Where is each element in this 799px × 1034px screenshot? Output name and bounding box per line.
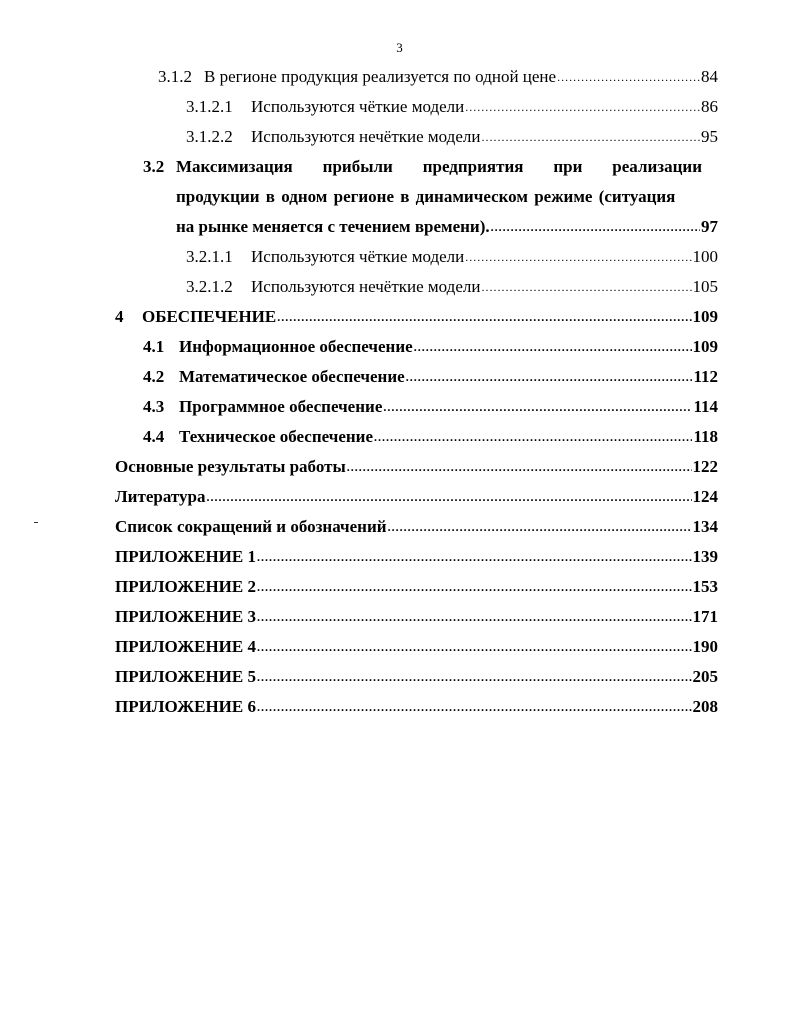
toc-title-word: Максимизация xyxy=(176,157,293,176)
toc-entry-number: 4.3 xyxy=(143,397,165,416)
toc-entry-title: Используются нечёткие модели xyxy=(251,277,481,296)
toc-title-word: при xyxy=(553,157,583,176)
toc-entry-appendix-3 xyxy=(115,607,718,628)
toc-entry-page: 97 xyxy=(701,217,718,236)
toc-entry-4-1 xyxy=(143,337,718,358)
toc-entry-title: Литература xyxy=(115,487,206,506)
toc-entry-title: Основные результаты работы xyxy=(115,457,346,476)
toc-entry-title: Используются чёткие модели xyxy=(251,247,465,266)
toc-dot-leader xyxy=(388,517,692,537)
toc-dot-leader xyxy=(257,547,692,567)
toc-entry-page: 153 xyxy=(692,577,718,596)
toc-entry-title: ПРИЛОЖЕНИЕ 6 xyxy=(115,697,256,716)
toc-entry-title: Техническое обеспечение xyxy=(179,427,373,446)
toc-entry-title-line-1 xyxy=(176,152,702,182)
toc-dot-leader xyxy=(257,667,692,687)
toc-entry-title: Список сокращений и обозначений xyxy=(115,517,387,536)
toc-entry-title-line-2: продукции в одном регионе в динамическом режиме (ситуация xyxy=(176,187,676,206)
toc-entry-appendix-2 xyxy=(115,577,718,598)
toc-entry-number: 4.1 xyxy=(143,337,165,356)
toc-entry-page: 114 xyxy=(693,397,718,416)
toc-entry-page: 118 xyxy=(693,427,718,446)
toc-dot-leader xyxy=(257,697,692,717)
toc-entry-page: 139 xyxy=(692,547,718,566)
toc-dot-leader xyxy=(383,397,692,417)
toc-dot-leader xyxy=(414,337,692,357)
toc-dot-leader xyxy=(557,67,700,87)
toc-dot-leader xyxy=(406,367,693,387)
toc-entry-page: 122 xyxy=(692,457,718,476)
toc-entry-3-1-2 xyxy=(158,67,718,88)
toc-dot-leader xyxy=(277,307,691,327)
toc-entry-4-2 xyxy=(143,367,718,388)
toc-entry-title: ПРИЛОЖЕНИЕ 2 xyxy=(115,577,256,596)
toc-dot-leader xyxy=(465,97,700,117)
toc-entry-page: 134 xyxy=(692,517,718,536)
toc-entry-number: 4 xyxy=(115,307,124,326)
toc-entry-page: 190 xyxy=(692,637,718,656)
toc-entry-page: 205 xyxy=(692,667,718,686)
toc-entry-title: Используются нечёткие модели xyxy=(251,127,481,146)
toc-entry-title: Программное обеспечение xyxy=(179,397,383,416)
toc-title-word: предприятия xyxy=(422,157,524,176)
toc-entry-number: 3.2.1.1 xyxy=(186,247,233,266)
toc-entry-results xyxy=(115,457,718,478)
toc-entry-3-2-1-2 xyxy=(186,277,718,298)
toc-dot-leader xyxy=(465,247,691,267)
toc-entry-page: 84 xyxy=(701,67,718,86)
toc-entry-page: 100 xyxy=(692,247,718,266)
toc-entry-title: ПРИЛОЖЕНИЕ 3 xyxy=(115,607,256,626)
toc-entry-4-3 xyxy=(143,397,718,418)
toc-entry-page: 105 xyxy=(692,277,718,296)
toc-dot-leader xyxy=(347,457,692,477)
toc-entry-4 xyxy=(115,307,718,328)
toc-entry-number: 3.1.2.2 xyxy=(186,127,233,146)
toc-entry-title: ПРИЛОЖЕНИЕ 4 xyxy=(115,637,256,656)
toc-entry-3-2 xyxy=(143,152,718,243)
toc-entry-number: 3.2.1.2 xyxy=(186,277,233,296)
toc-dot-leader xyxy=(374,427,692,447)
toc-dot-leader xyxy=(257,607,692,627)
toc-entry-3-2-1-1 xyxy=(186,247,718,268)
toc-entry-3-1-2-2 xyxy=(186,127,718,148)
toc-entry-page: 171 xyxy=(692,607,718,626)
toc-entry-title: ПРИЛОЖЕНИЕ 1 xyxy=(115,547,256,566)
toc-entry-title: В регионе продукция реализуется по одной цене xyxy=(204,67,557,86)
toc-entry-appendix-1 xyxy=(115,547,718,568)
toc-entry-number: 3.1.2.1 xyxy=(186,97,233,116)
toc-dot-leader xyxy=(257,577,692,597)
toc-entry-page: 208 xyxy=(692,697,718,716)
toc-entry-title: на рынке меняется с течением времени). xyxy=(176,217,490,236)
toc-entry-3-1-2-1 xyxy=(186,97,718,118)
toc-entry-appendix-6 xyxy=(115,697,718,718)
toc-entry-title: Математическое обеспечение xyxy=(179,367,405,386)
toc-entry-page: 109 xyxy=(692,307,718,326)
toc-entry-page: 86 xyxy=(701,97,718,116)
toc-entry-number: 3.2 xyxy=(143,157,165,176)
toc-dot-leader xyxy=(491,212,700,242)
toc-dot-leader xyxy=(481,277,691,297)
toc-entry-number: 4.2 xyxy=(143,367,165,386)
toc-title-word: прибыли xyxy=(322,157,393,176)
toc-entry-number: 3.1.2 xyxy=(158,67,192,86)
toc-entry-page: 95 xyxy=(701,127,718,146)
toc-dot-leader xyxy=(206,487,691,507)
toc-entry-appendix-4 xyxy=(115,637,718,658)
toc-entry-4-4 xyxy=(143,427,718,448)
toc-entry-appendix-5 xyxy=(115,667,718,688)
toc-dot-leader xyxy=(481,127,700,147)
scan-artifact-mark xyxy=(34,522,38,523)
toc-entry-literature xyxy=(115,487,718,508)
page-number: 3 xyxy=(396,40,403,55)
toc-dot-leader xyxy=(257,637,692,657)
toc-entry-title-line-3 xyxy=(176,212,718,243)
toc-entry-title: Используются чёткие модели xyxy=(251,97,465,116)
toc-entry-title: ПРИЛОЖЕНИЕ 5 xyxy=(115,667,256,686)
toc-entry-page: 109 xyxy=(692,337,718,356)
toc-entry-abbreviations xyxy=(115,517,718,538)
toc-entry-page: 112 xyxy=(693,367,718,386)
toc-title-word: реализации xyxy=(612,157,702,176)
toc-entry-title: Информационное обеспечение xyxy=(179,337,413,356)
toc-entry-page: 124 xyxy=(692,487,718,506)
toc-entry-number: 4.4 xyxy=(143,427,165,446)
toc-entry-title: ОБЕСПЕЧЕНИЕ xyxy=(142,307,277,326)
